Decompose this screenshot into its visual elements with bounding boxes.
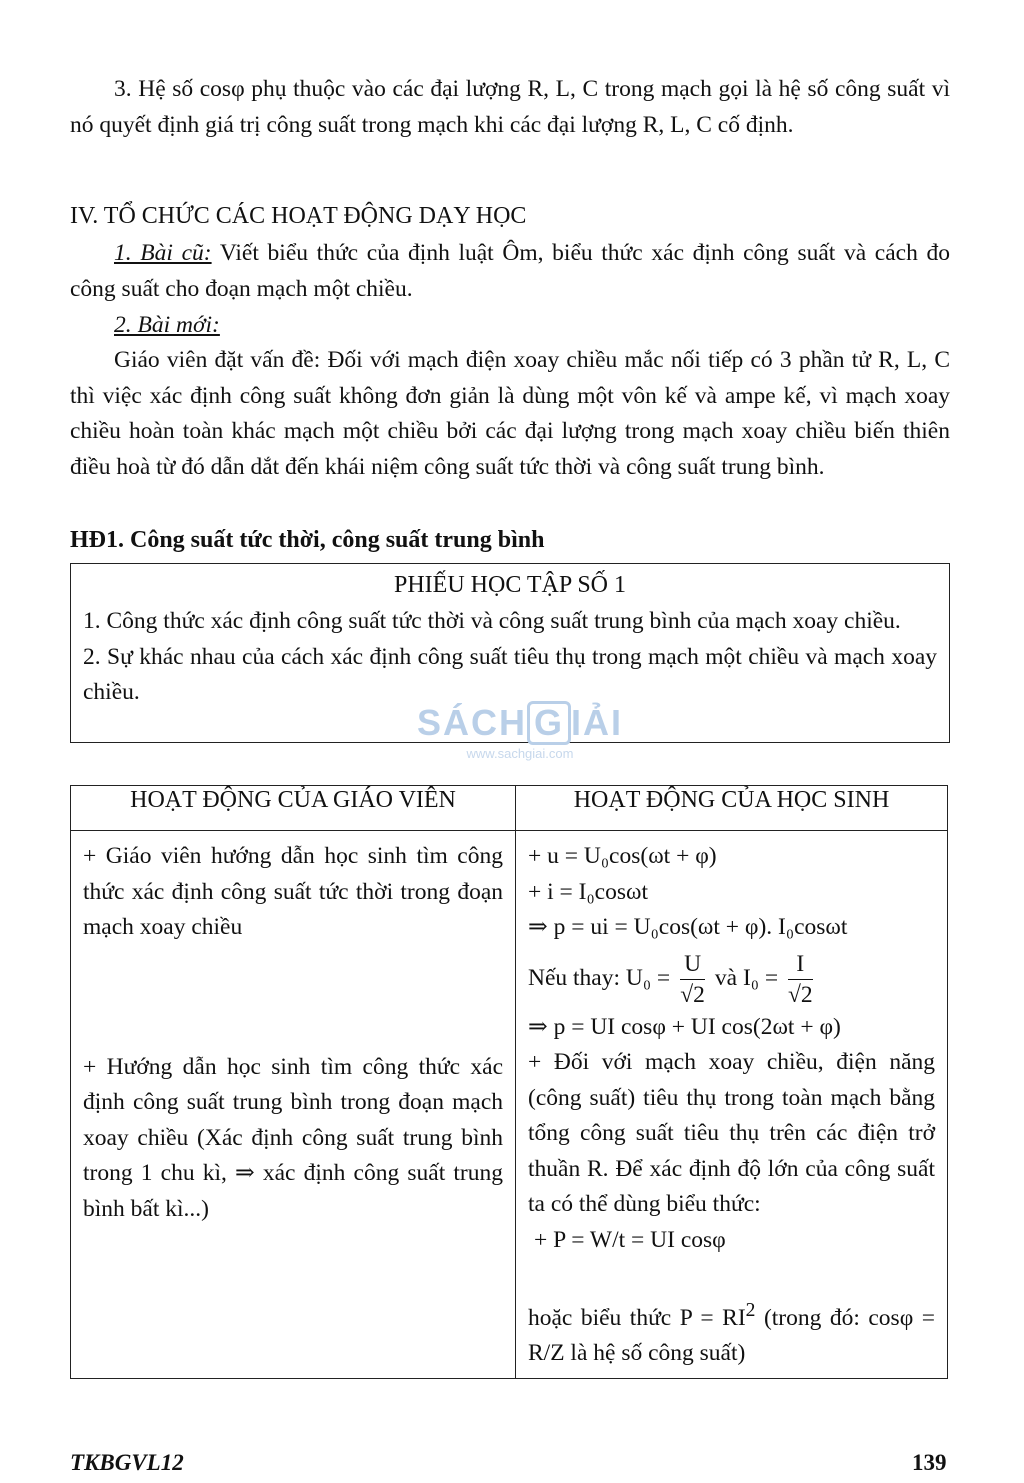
teacher-intro-paragraph: Giáo viên đặt vấn đề: Đối với mạch điện xoay chiều mắc nối tiếp có 3 phần tử R, L, C thì việc xác định công suất không đơn giản là dùng một vôn kế và ampe kế, vì mạch xoay chiều hoàn toàn khác mạch một chiều bởi các đại lượng trong mạch xoay chiều biến thiên điều hoà từ đó dẫn dắt đến khái niệm công suất tức thời và công suất trung bình. [70,347,950,480]
teacher-block-2: + Hướng dẫn học sinh tìm công thức xác định công suất trung bình trong đoạn mạch xoay chiều (Xác định công suất trung bình trong 1 chu kì, ⇒ xác định công suất trung bình bất kì...) [83,1053,503,1222]
intro-paragraph: 3. Hệ số cosφ phụ thuộc vào các đại lượng R, L, C trong mạch gọi là hệ số công suất vì nó quyết định giá trị công suất trong mạch khi các đại lượng R, L, C cố định. [70,76,950,138]
watermark-logo-g: G [527,701,571,745]
fraction-i-denominator: √2 [788,981,813,1008]
fraction-u-numerator: U [680,949,705,980]
student-line-4 [528,946,935,1010]
new-lesson-label-line [70,308,950,344]
student-line-2: + i = I₀cosωt [528,878,649,905]
table-row [71,831,948,1379]
worksheet-box [70,563,950,743]
section-heading: IV. TỔ CHỨC CÁC HOẠT ĐỘNG DẠY HỌC [70,203,527,229]
old-lesson-text: Viết biểu thức của định luật Ôm, biểu thức xác định công suất và cách đo công suất cho đoạn mạch một chiều. [70,240,950,302]
table-header-row [71,786,948,831]
student-last-sup: 2 [745,1300,756,1322]
new-lesson-label: 2. Bài mới: [114,312,220,338]
worksheet-item-2: 2. Sự khác nhau của cách xác định công suất tiêu thụ trong mạch một chiều và mạch xoay chiều. [83,643,937,705]
student-formula: + P = W/t = UI cosφ [534,1226,726,1253]
header-teacher: HOẠT ĐỘNG CỦA GIÁO VIÊN [71,786,516,831]
activity-table [70,785,948,1379]
activity-heading: HĐ1. Công suất tức thời, công suất trung bình [70,527,545,553]
old-lesson-paragraph [70,236,950,307]
student-line-3: ⇒ p = ui = U₀cos(ωt + φ). I₀cosωt [528,914,848,940]
fraction-i [788,949,813,1010]
page-number: 139 [912,1450,947,1475]
header-student: HOẠT ĐỘNG CỦA HỌC SINH [516,786,948,831]
student-line-1: + u = U₀cos(ωt + φ) [528,843,717,869]
student-last-suffix: (trong đó: cosφ = R/Z là hệ số công suất) [528,1304,935,1367]
student-line-4-prefix: Nếu thay: U₀ = [528,964,677,991]
teacher-block-1: + Giáo viên hướng dẫn học sinh tìm công thức xác định công suất tức thời trong đoạn mạch xoay chiều [83,843,503,940]
watermark-logo-right: IẢI [571,702,624,743]
watermark-logo-left: SÁCH [416,702,527,743]
student-last-prefix: hoặc biểu thức P = RI [528,1304,746,1331]
student-paragraph: + Đối với mạch xoay chiều, điện năng (công suất) tiêu thụ trong toàn mạch bằng tổng công suất tiêu thụ trên các điện trở thuần R. Để xác định độ lớn của công suất ta có thể dùng biểu thức: [528,1049,935,1218]
watermark-url: www.sachgiai.com [466,746,574,761]
student-cell [516,831,948,1379]
teacher-cell [71,831,516,1379]
fraction-u-denominator: √2 [680,981,705,1008]
student-last-line [528,1293,935,1372]
student-line-4-mid: và I₀ = [709,964,784,991]
old-lesson-label: 1. Bài cũ: [114,240,212,266]
worksheet-title: PHIẾU HỌC TẬP SỐ 1 [393,572,627,598]
footer-book-code: TKBGVL12 [70,1450,184,1475]
worksheet-item-1: 1. Công thức xác định công suất tức thời và công suất trung bình của mạch xoay chiều. [83,608,901,634]
teacher-gap [83,946,503,1046]
student-line-5: ⇒ p = UI cosφ + UI cos(2ωt + φ) [528,1013,841,1040]
fraction-u [680,949,705,1010]
fraction-i-numerator: I [788,949,813,980]
